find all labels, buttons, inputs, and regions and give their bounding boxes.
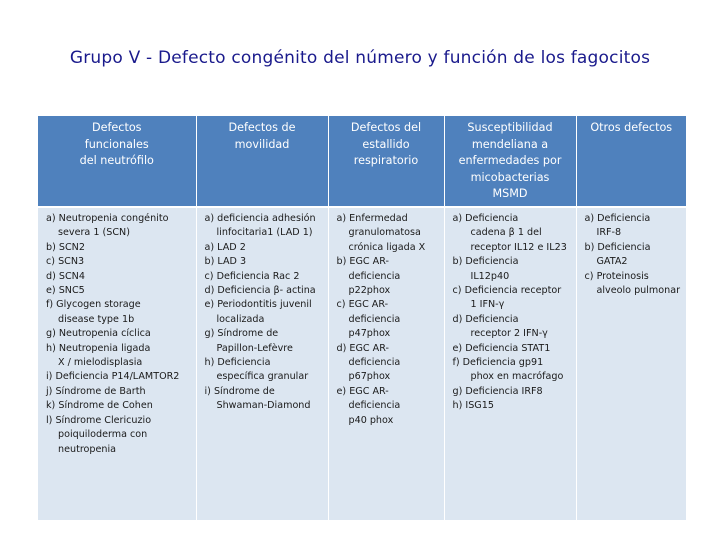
list-item: receptor 2 IFN-γ	[470, 328, 548, 340]
list-item: a) Deficiencia	[452, 213, 519, 224]
list-item: f) Deficiencia gp91	[452, 357, 544, 369]
fagocitos-table	[38, 116, 686, 520]
header-susceptibilidad-msmd	[444, 116, 576, 207]
list-item: crónica ligada X	[348, 241, 426, 253]
list-item: b) EGC AR-	[336, 256, 389, 268]
header-line: Defectos	[91, 121, 142, 134]
list-item: poiquiloderma con	[58, 429, 148, 441]
list-item: c) Deficiencia receptor	[452, 285, 562, 297]
list-item: deficiencia	[348, 270, 401, 282]
header-otros-defectos	[576, 116, 686, 207]
list-item: d) Deficiencia β- actina	[204, 285, 316, 297]
list-item: h) Neutropenia ligada	[46, 342, 151, 354]
list-item: g) Neutropenia cíclica	[46, 328, 151, 340]
list-item: b) SCN2	[46, 241, 85, 253]
list-item: e) EGC AR-	[336, 385, 389, 397]
list-item: p67phox	[348, 371, 391, 383]
list-item: localizada	[216, 313, 265, 325]
header-line: micobacterias	[470, 170, 550, 184]
list-item: h) ISG15	[452, 400, 494, 412]
list-item: c) EGC AR-	[336, 299, 389, 311]
list-item: específica granular	[216, 371, 309, 383]
header-line: Susceptibilidad	[467, 121, 553, 134]
list-item: c) Proteinosis	[584, 270, 649, 282]
header-line: del neutrófilo	[79, 154, 154, 167]
list-item: c) Deficiencia Rac 2	[204, 270, 300, 282]
header-line: funcionales	[84, 137, 149, 151]
page-title: Grupo V - Defecto congénito del número y función de los fagocitos	[69, 48, 651, 68]
list-item: disease type 1b	[58, 313, 135, 325]
cell-defectos-funcionales	[38, 207, 196, 520]
list-item: alveolo pulmonar	[596, 285, 681, 297]
list-item: deficiencia	[348, 400, 401, 412]
list-item: i) Síndrome de	[204, 385, 275, 397]
list-item: b) Deficiencia	[452, 256, 519, 268]
list-item: Papillon-Lefèvre	[216, 342, 293, 354]
header-line: Defectos de	[228, 121, 296, 134]
list-item: p22phox	[348, 285, 391, 297]
list-item: p40 phox	[348, 414, 394, 426]
list-item: b) Deficiencia	[584, 241, 651, 253]
list-item: g) Deficiencia IRF8	[452, 385, 543, 397]
list-item: deficiencia	[348, 357, 401, 369]
list-item: GATA2	[596, 256, 628, 268]
list-item: neutropenia	[58, 443, 117, 455]
list-item: phox en macrófago	[470, 371, 564, 383]
list-item: 1 IFN-γ	[470, 299, 505, 311]
header-line: MSMD	[492, 187, 528, 200]
list-item: receptor IL12 e IL23	[470, 241, 567, 253]
cell-defectos-estallido	[328, 207, 444, 520]
list-item: j) Síndrome de Barth	[46, 385, 146, 397]
list-item: a) Neutropenia congénito	[46, 213, 169, 224]
list-item: granulomatosa	[348, 227, 421, 239]
header-defectos-movilidad	[196, 116, 328, 207]
header-defectos-funcionales	[38, 116, 196, 207]
header-line: movilidad	[234, 137, 290, 151]
list-item: g) Síndrome de	[204, 328, 279, 340]
list-item: Shwaman-Diamond	[216, 400, 311, 412]
cell-defectos-movilidad	[196, 207, 328, 520]
list-item: a) LAD 2	[204, 241, 246, 253]
list-item: severa 1 (SCN)	[58, 227, 130, 239]
cell-susceptibilidad-msmd	[444, 207, 576, 520]
list-item: d) SCN4	[46, 270, 85, 282]
header-defectos-estallido	[328, 116, 444, 207]
list-item: a) deficiencia adhesión	[204, 213, 316, 224]
list-item: l) Síndrome Clericuzio	[46, 414, 152, 426]
header-line: estallido	[362, 137, 410, 151]
header-line: respiratorio	[353, 154, 419, 167]
list-item: f) Glycogen storage	[46, 299, 141, 311]
header-line: enfermedades por	[458, 154, 562, 167]
list-item: linfocitaria1 (LAD 1)	[216, 227, 313, 239]
header-line: mendeliana a	[471, 137, 549, 151]
list-item: d) Deficiencia	[452, 313, 519, 325]
list-item: i) Deficiencia P14/LAMTOR2	[46, 371, 180, 383]
list-item: IL12p40	[470, 270, 510, 282]
list-item: p47phox	[348, 328, 391, 340]
list-item: a) Enfermedad	[336, 213, 408, 224]
list-item: e) SNC5	[46, 285, 85, 297]
list-item: c) SCN3	[46, 256, 85, 268]
list-item: a) Deficiencia	[584, 213, 651, 224]
list-item: X / mielodisplasia	[58, 357, 143, 369]
list-item: deficiencia	[348, 313, 401, 325]
header-line: Defectos del	[350, 121, 422, 134]
list-item: b) LAD 3	[204, 256, 247, 268]
cell-otros-defectos	[576, 207, 686, 520]
list-item: e) Deficiencia STAT1	[452, 342, 551, 354]
list-item: e) Periodontitis juvenil	[204, 299, 312, 311]
list-item: d) EGC AR-	[336, 342, 389, 354]
list-item: h) Deficiencia	[204, 357, 271, 369]
header-line: Otros defectos	[590, 121, 673, 134]
list-item: k) Síndrome de Cohen	[46, 400, 153, 412]
body-row	[38, 207, 686, 520]
list-item: IRF-8	[596, 227, 622, 239]
list-item: cadena β 1 del	[470, 227, 542, 239]
header-row	[38, 116, 686, 207]
